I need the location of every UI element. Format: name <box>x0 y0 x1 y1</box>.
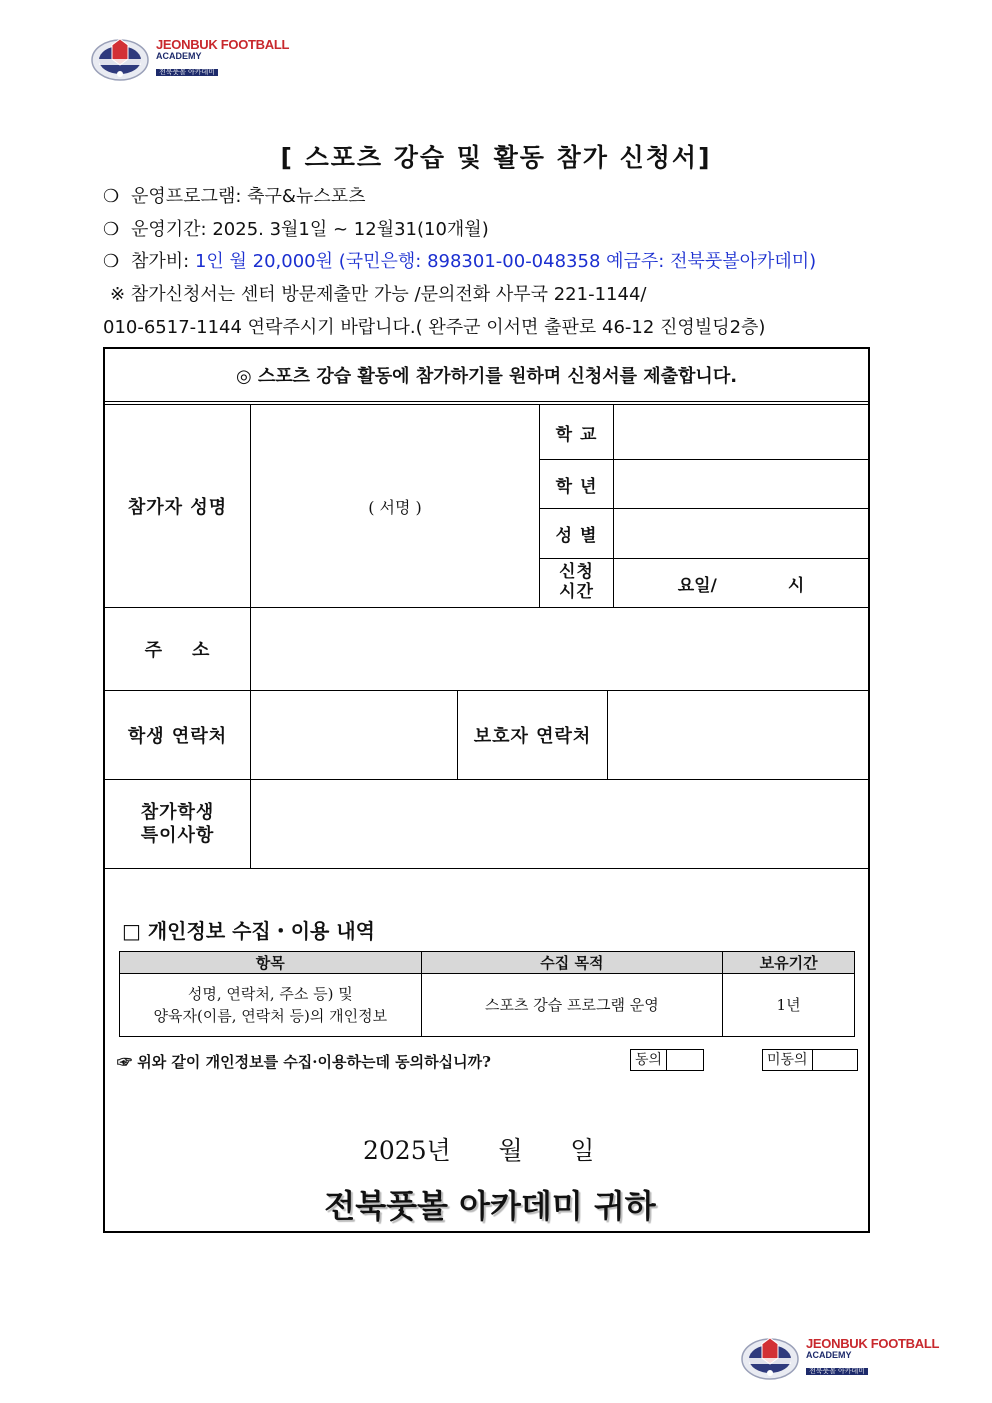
school-field[interactable] <box>614 405 868 459</box>
fee-detail: 1인 월 20,000원 (국민은행: 898301-00-048358 예금주: 전북풋볼아카데미) <box>194 251 817 272</box>
apply-time-field[interactable]: 요일/ 시 <box>677 575 805 596</box>
agree-label: 동의 <box>631 1050 667 1070</box>
logo-subtitle: ACADEMY <box>806 1349 852 1360</box>
recipient-line: 전북풋볼 아카데미 귀하 <box>324 1187 656 1225</box>
gender-label: 성 별 <box>555 526 598 546</box>
student-contact-label: 학생 연락처 <box>127 726 228 747</box>
privacy-col-retention: 보유기간 <box>723 952 855 974</box>
guardian-contact-label: 보호자 연락처 <box>473 726 592 747</box>
bullet-icon: ❍ <box>103 219 120 240</box>
privacy-table <box>119 951 855 1037</box>
consent-question: ☞ 위와 같이 개인정보를 수집·이용하는데 동의하십니까? <box>117 1053 491 1071</box>
academy-logo <box>90 33 289 83</box>
table-row <box>120 974 855 1037</box>
privacy-col-item: 항목 <box>120 952 422 974</box>
bullet-icon: ❍ <box>103 251 120 272</box>
privacy-item-cell: 성명, 연락처, 주소 등) 및 양육자(이름, 연락처 등)의 개인정보 <box>120 974 422 1037</box>
info-program: ❍ 운영프로그램: 축구&뉴스포츠 <box>103 186 366 207</box>
gender-field[interactable] <box>614 509 868 558</box>
logo-korean: 전북풋볼 아카데미 <box>156 69 218 76</box>
academy-emblem-icon <box>740 1332 804 1382</box>
logo-subtitle: ACADEMY <box>156 50 202 61</box>
agree-checkbox[interactable] <box>630 1049 704 1071</box>
bullet-icon: ❍ <box>103 186 120 207</box>
participant-name-label: 참가자 성명 <box>127 497 228 518</box>
logo-korean: 전북풋볼 아카데미 <box>806 1368 868 1375</box>
apply-time-label: 신청 시간 <box>559 562 594 602</box>
privacy-heading: □ 개인정보 수집・이용 내역 <box>122 919 375 943</box>
privacy-purpose-cell: 스포츠 강습 프로그램 운영 <box>421 974 723 1037</box>
disagree-label: 미동의 <box>763 1050 813 1070</box>
address-field[interactable] <box>251 608 868 690</box>
signature-field[interactable]: ( 서명 ) <box>368 497 422 517</box>
logo-title: JEONBUK FOOTBALL <box>806 1336 940 1352</box>
special-notes-field[interactable] <box>251 780 868 868</box>
date-line: 2025년 월 일 <box>363 1136 595 1165</box>
privacy-col-purpose: 수집 목적 <box>421 952 723 974</box>
school-label: 학 교 <box>555 424 598 445</box>
logo-title: JEONBUK FOOTBALL <box>156 37 290 53</box>
student-contact-field[interactable] <box>251 691 457 779</box>
form-header: ◎ 스포츠 강습 활동에 참가하기를 원하며 신청서를 제출합니다. <box>235 366 738 387</box>
info-period: ❍ 운영기간: 2025. 3월1일 ~ 12월31(10개월) <box>103 219 489 240</box>
disagree-checkbox[interactable] <box>762 1049 858 1071</box>
address-label: 주 소 <box>144 640 211 661</box>
page-title: [ 스포츠 강습 및 활동 참가 신청서] <box>280 143 712 172</box>
info-note-2: 010-6517-1144 연락주시기 바랍니다.( 완주군 이서면 출판로 46-12 진영빌딩2층) <box>103 317 766 338</box>
grade-label: 학 년 <box>555 476 598 497</box>
guardian-contact-field[interactable] <box>608 691 868 779</box>
privacy-retention-cell: 1년 <box>723 974 855 1037</box>
academy-logo-footer <box>740 1332 939 1382</box>
info-note-1: ※ 참가신청서는 센터 방문제출만 가능 /문의전화 사무국 221-1144/ <box>110 284 647 305</box>
academy-emblem-icon <box>90 33 154 83</box>
info-fee: ❍ 참가비: 1인 월 20,000원 (국민은행: 898301-00-048358 예금주: 전북풋볼아카데미) <box>103 251 817 272</box>
special-notes-label: 참가학생 특이사항 <box>140 801 215 846</box>
grade-field[interactable] <box>614 460 868 508</box>
